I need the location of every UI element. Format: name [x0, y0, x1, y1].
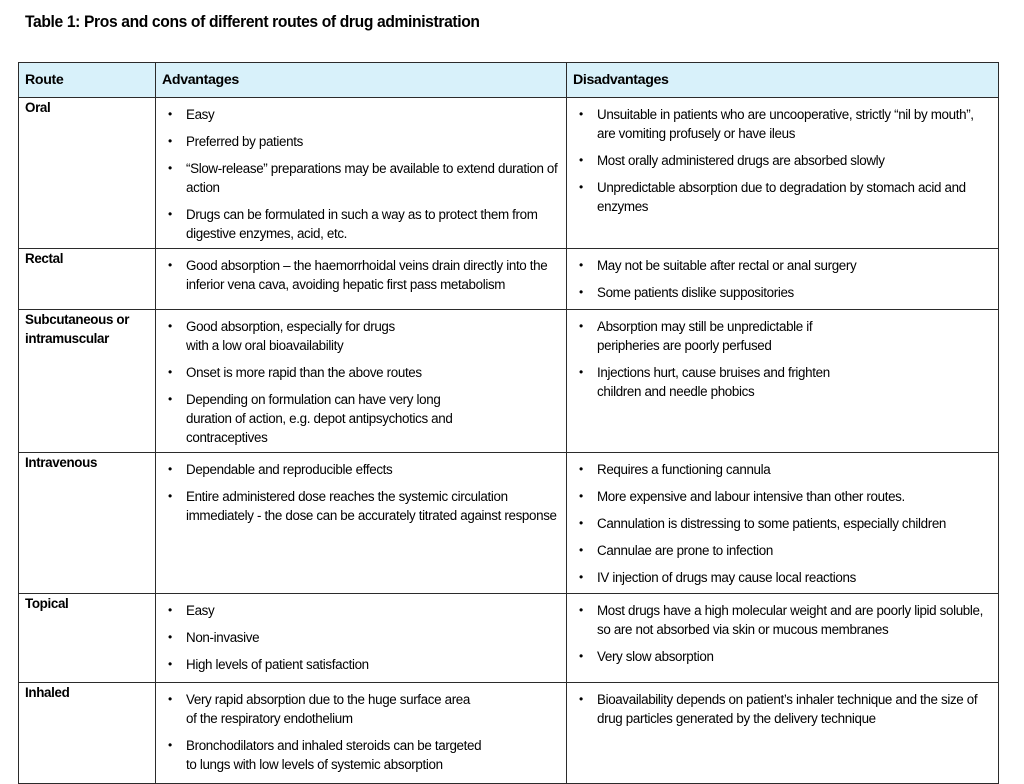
advantage-item: • Preferred by patients — [162, 132, 560, 151]
disadvantages-cell — [567, 249, 999, 310]
route-cell — [19, 683, 156, 784]
advantages-cell — [156, 594, 567, 683]
disadvantages-cell — [567, 310, 999, 453]
column-header-route: Route — [19, 63, 156, 98]
advantage-item: • Entire administered dose reaches the systemic circulation immediately - the dose can be accurately titrated against response — [162, 487, 560, 525]
advantages-cell — [156, 249, 567, 310]
advantage-item: • Very rapid absorption due to the huge surface area of the respiratory endothelium — [162, 690, 560, 728]
advantage-item: • “Slow-release” preparations may be available to extend duration of action — [162, 159, 560, 197]
disadvantage-item: • Absorption may still be unpredictable if peripheries are poorly perfused — [573, 317, 992, 355]
advantage-item: • Good absorption, especially for drugs with a low oral bioavailability — [162, 317, 560, 355]
disadvantages-list — [573, 683, 992, 733]
disadvantages-list — [573, 249, 992, 307]
route-cell — [19, 98, 156, 249]
disadvantage-item: • More expensive and labour intensive than other routes. — [573, 487, 992, 506]
advantage-item: • Non-invasive — [162, 628, 560, 647]
route-name-line: intramuscular — [25, 331, 110, 346]
route-cell — [19, 453, 156, 594]
disadvantage-item: • Cannulae are prone to infection — [573, 541, 992, 560]
route-name: Intravenous — [25, 455, 98, 470]
disadvantages-list — [573, 98, 992, 221]
route-cell — [19, 310, 156, 453]
column-header-advantages: Advantages — [156, 63, 567, 98]
route-name: Oral — [25, 100, 51, 115]
advantage-item: • Depending on formulation can have very long duration of action, e.g. depot antipsychotics and contraceptives — [162, 390, 560, 447]
route-cell — [19, 249, 156, 310]
disadvantages-cell — [567, 683, 999, 784]
disadvantage-item: • Most drugs have a high molecular weight and are poorly lipid soluble, so are not absorbed via skin or mucous membranes — [573, 601, 992, 639]
advantages-list — [162, 594, 560, 679]
advantages-cell — [156, 453, 567, 594]
advantage-item: • High levels of patient satisfaction — [162, 655, 560, 674]
advantage-item: • Bronchodilators and inhaled steroids can be targeted to lungs with low levels of systemic absorption — [162, 736, 560, 774]
disadvantages-cell — [567, 98, 999, 249]
disadvantages-cell — [567, 453, 999, 594]
table-title: Table 1: Pros and cons of different routes of drug administration — [25, 12, 480, 31]
disadvantage-item: • Bioavailability depends on patient’s inhaler technique and the size of drug particles generated by the delivery technique — [573, 690, 992, 728]
table-row — [19, 594, 999, 683]
advantages-list — [162, 453, 560, 530]
table-row — [19, 310, 999, 453]
disadvantage-item: • Most orally administered drugs are absorbed slowly — [573, 151, 992, 170]
disadvantage-item: • Some patients dislike suppositories — [573, 283, 992, 302]
advantages-cell — [156, 98, 567, 249]
table-header-row — [19, 63, 999, 98]
route-name: Inhaled — [25, 685, 70, 700]
disadvantage-item: • Unpredictable absorption due to degradation by stomach acid and enzymes — [573, 178, 992, 216]
disadvantages-list — [573, 594, 992, 671]
route-name: Topical — [25, 596, 69, 611]
column-header-disadvantages: Disadvantages — [567, 63, 999, 98]
advantages-cell — [156, 683, 567, 784]
disadvantage-item: • Very slow absorption — [573, 647, 992, 666]
table-row — [19, 98, 999, 249]
disadvantage-item: • IV injection of drugs may cause local reactions — [573, 568, 992, 587]
disadvantages-cell — [567, 594, 999, 683]
advantage-item: • Drugs can be formulated in such a way as to protect them from digestive enzymes, acid, etc. — [162, 205, 560, 243]
advantage-item: • Dependable and reproducible effects — [162, 460, 560, 479]
disadvantages-list — [573, 310, 992, 406]
route-name-line: Subcutaneous or — [25, 312, 130, 327]
advantage-item: • Easy — [162, 601, 560, 620]
disadvantage-item: • Cannulation is distressing to some patients, especially children — [573, 514, 992, 533]
route-name: Rectal — [25, 251, 64, 266]
advantages-list — [162, 249, 560, 299]
advantage-item: • Onset is more rapid than the above routes — [162, 363, 560, 382]
table-row — [19, 683, 999, 784]
advantages-list — [162, 683, 560, 779]
table-row — [19, 249, 999, 310]
disadvantage-item: • Unsuitable in patients who are uncooperative, strictly “nil by mouth”, are vomiting profusely or have ileus — [573, 105, 992, 143]
disadvantage-item: • Requires a functioning cannula — [573, 460, 992, 479]
disadvantage-item: • May not be suitable after rectal or anal surgery — [573, 256, 992, 275]
advantages-cell — [156, 310, 567, 453]
disadvantage-item: • Injections hurt, cause bruises and frighten children and needle phobics — [573, 363, 992, 401]
disadvantages-list — [573, 453, 992, 592]
advantages-list — [162, 310, 560, 452]
advantage-item: • Easy — [162, 105, 560, 124]
routes-table — [18, 62, 999, 784]
table-row — [19, 453, 999, 594]
advantage-item: • Good absorption – the haemorrhoidal veins drain directly into the inferior vena cava, avoiding hepatic first pass metabolism — [162, 256, 560, 294]
route-cell — [19, 594, 156, 683]
advantages-list — [162, 98, 560, 248]
